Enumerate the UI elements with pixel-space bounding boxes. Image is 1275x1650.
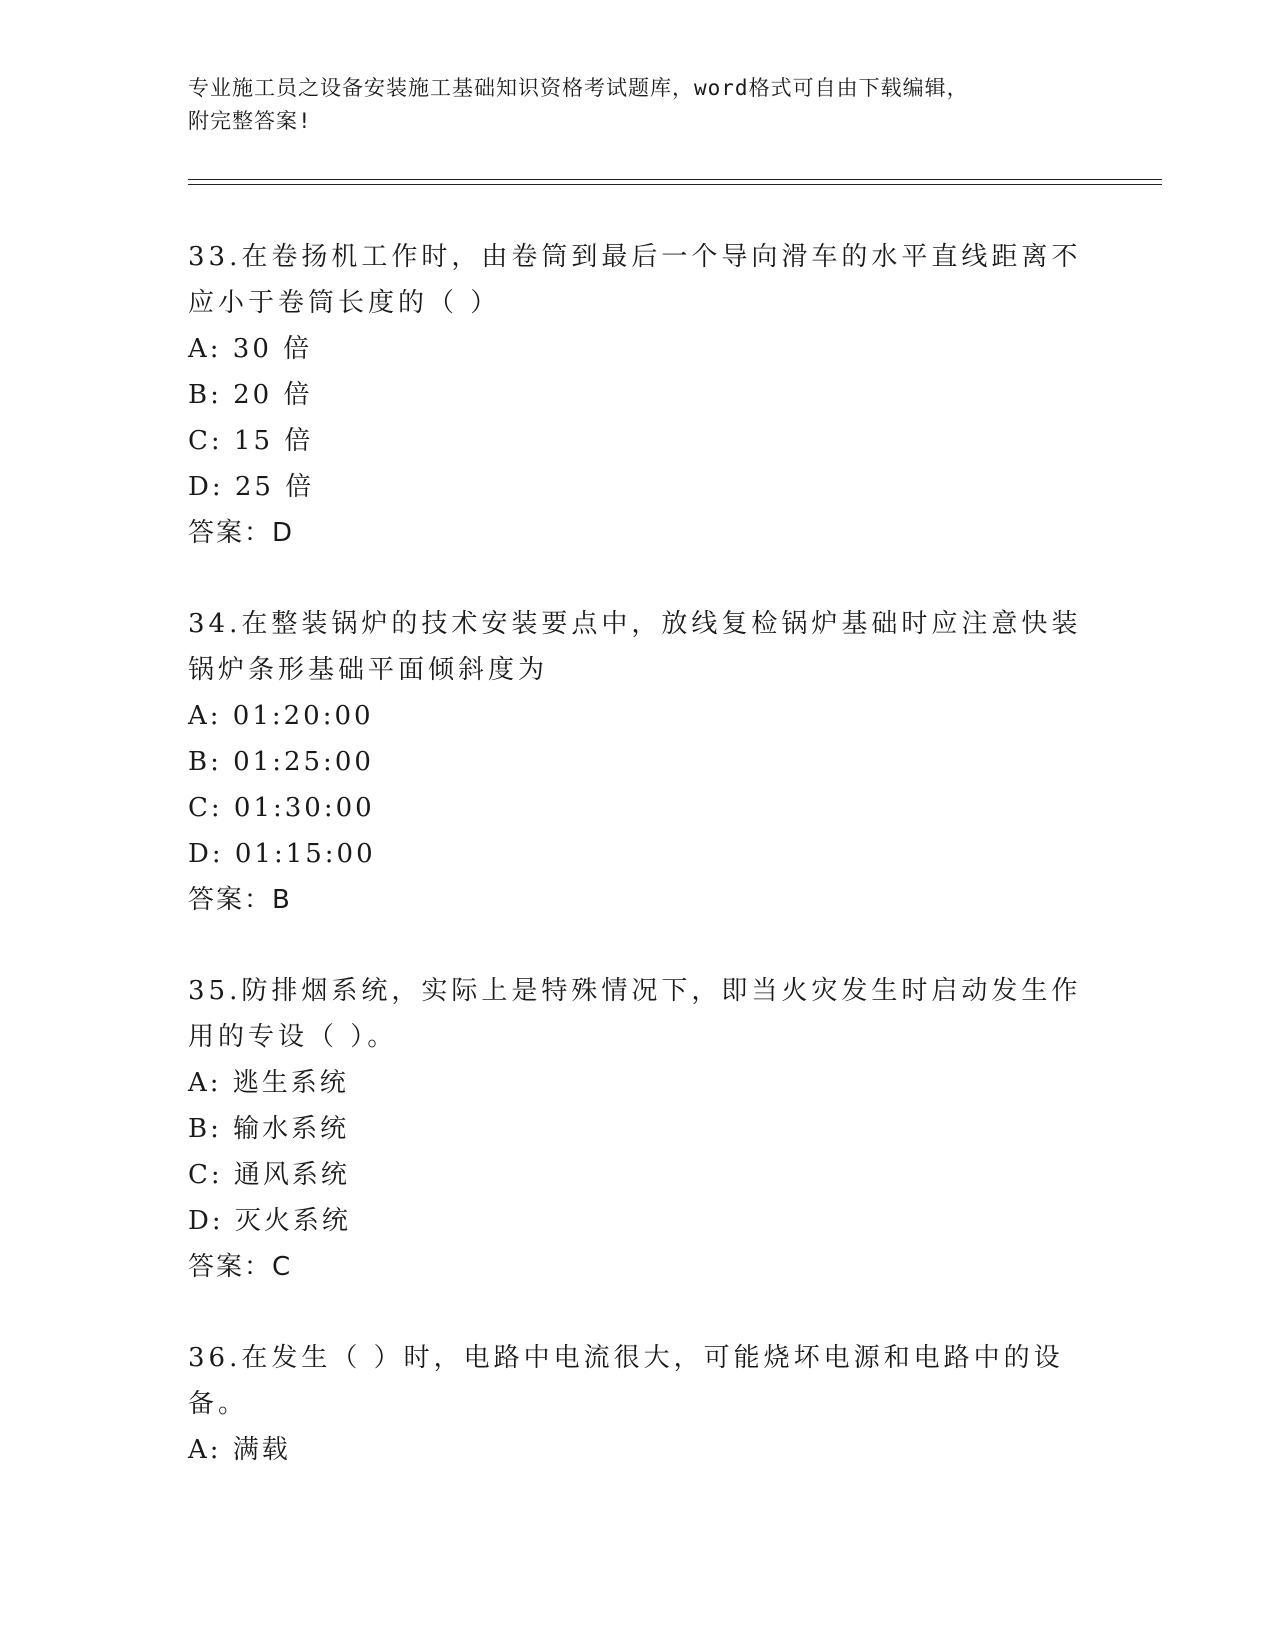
header-line-1: 专业施工员之设备安装施工基础知识资格考试题库，word格式可自由下载编辑， [188, 76, 969, 100]
answer: 答案：C [188, 1252, 293, 1282]
question-34 [188, 601, 1088, 923]
header-divider-top [188, 179, 1162, 180]
question-33 [188, 234, 1088, 556]
option-b: B: 01:25:00 [188, 747, 374, 777]
header-line-2: 附完整答案! [188, 109, 312, 133]
answer: 答案：B [188, 885, 292, 915]
answer: 答案：D [188, 518, 295, 548]
document-header [188, 72, 1088, 138]
question-stem: 34.在整装锅炉的技术安装要点中，放线复检锅炉基础时应注意快装锅炉条形基础平面倾斜度为 [188, 609, 1082, 685]
question-stem: 33.在卷扬机工作时，由卷筒到最后一个导向滑车的水平直线距离不应小于卷筒长度的（ ） [188, 242, 1082, 318]
option-c: C: 01:30:00 [188, 793, 375, 823]
header-divider-bottom [188, 184, 1162, 185]
question-stem: 35.防排烟系统，实际上是特殊情况下，即当火灾发生时启动发生作用的专设（ ）。 [188, 976, 1082, 1052]
option-b: B: 20 倍 [188, 380, 313, 410]
option-a: A: 30 倍 [188, 334, 313, 364]
question-list [188, 234, 1088, 1518]
option-a: A: 01:20:00 [188, 701, 374, 731]
option-c: C: 通风系统 [188, 1160, 350, 1190]
option-d: D: 01:15:00 [188, 839, 376, 869]
option-a: A: 逃生系统 [188, 1068, 349, 1098]
question-stem: 36.在发生（ ）时，电路中电流很大，可能烧坏电源和电路中的设备。 [188, 1343, 1064, 1419]
option-a: A: 满载 [188, 1435, 291, 1465]
option-d: D: 25 倍 [188, 472, 315, 502]
question-36 [188, 1335, 1088, 1473]
option-d: D: 灭火系统 [188, 1206, 351, 1236]
question-35 [188, 968, 1088, 1290]
option-b: B: 输水系统 [188, 1114, 350, 1144]
option-c: C: 15 倍 [188, 426, 314, 456]
